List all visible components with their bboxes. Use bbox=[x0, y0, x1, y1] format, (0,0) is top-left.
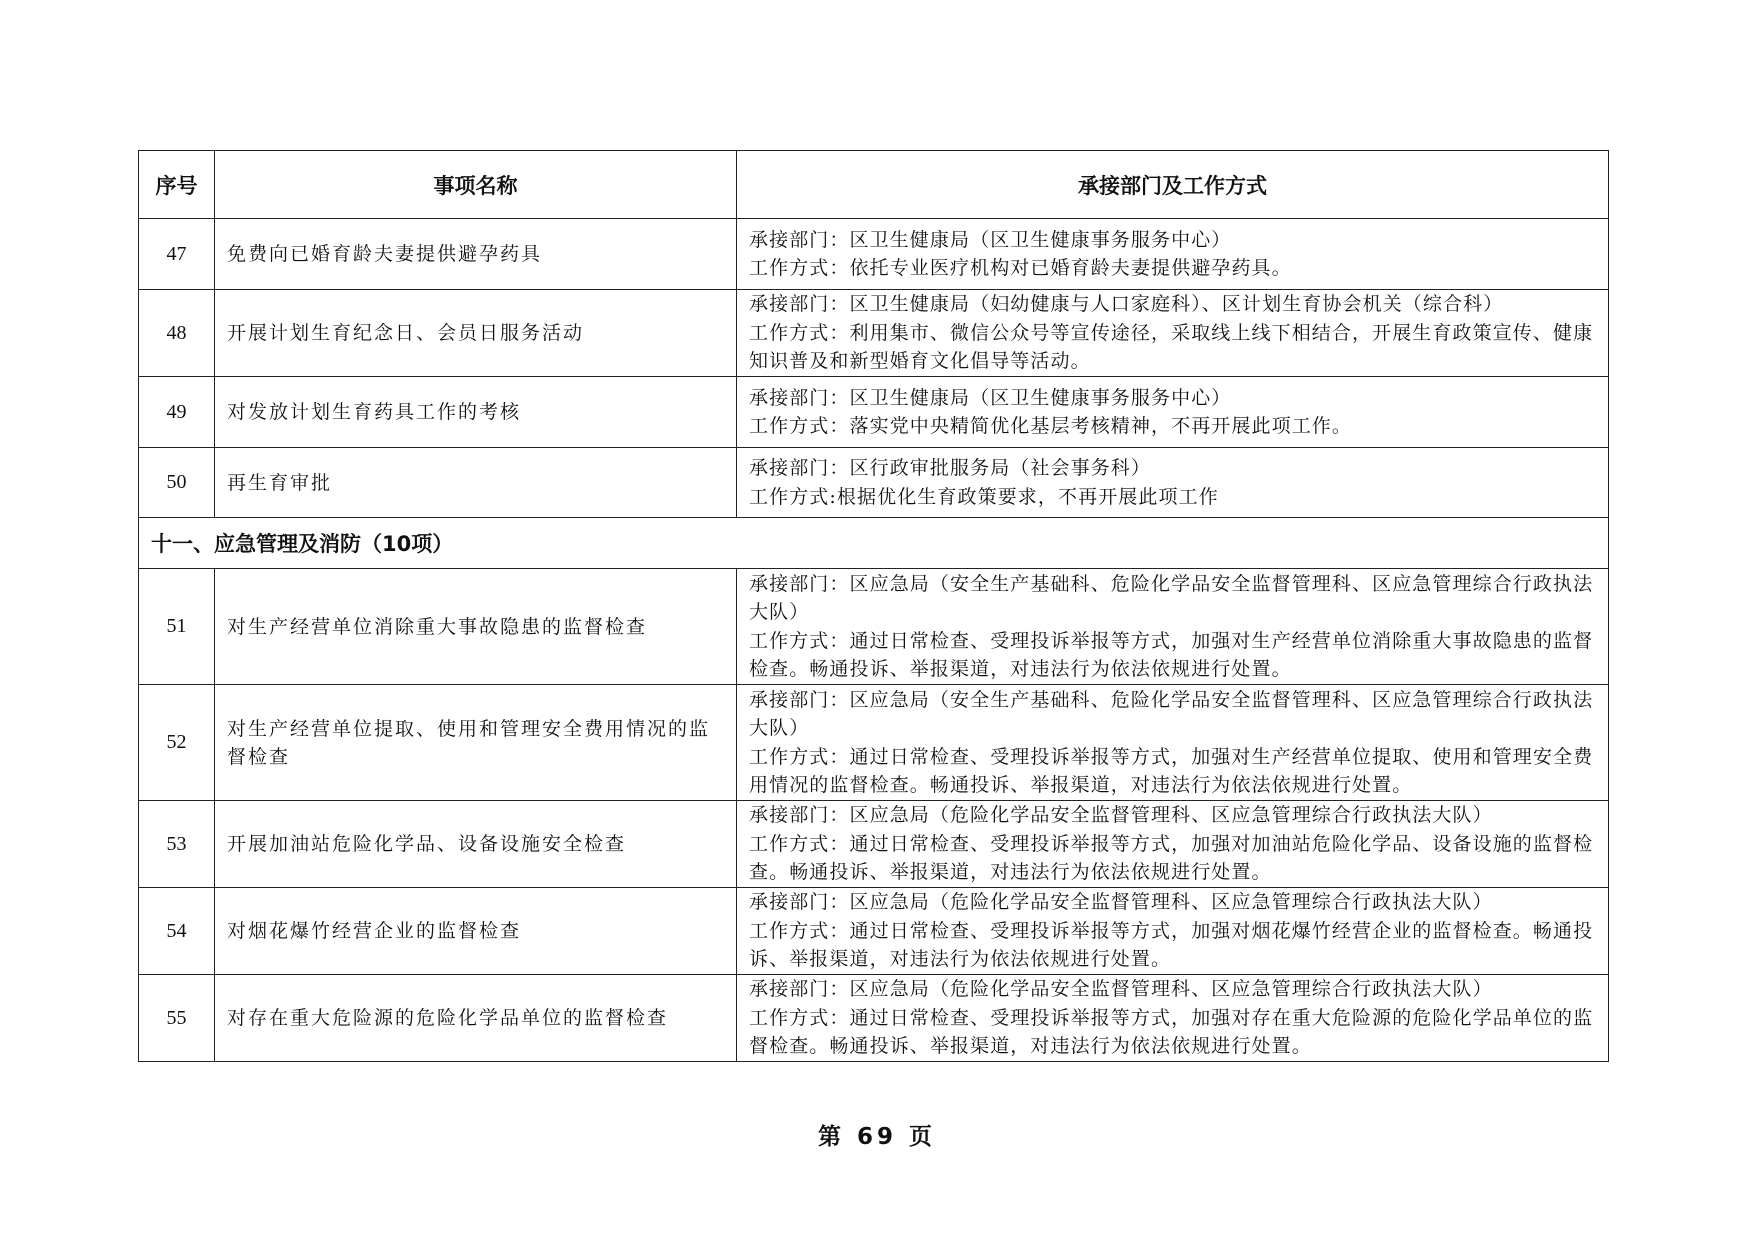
row-dept: 承接部门：区卫生健康局（妇幼健康与人口家庭科）、区计划生育协会机关（综合科） bbox=[749, 293, 1504, 316]
row-seq: 47 bbox=[139, 219, 215, 290]
row-dept: 承接部门：区应急局（危险化学品安全监督管理科、区应急管理综合行政执法大队） bbox=[749, 891, 1493, 914]
row-dept-cell bbox=[737, 377, 1609, 448]
page-number: 第 69 页 bbox=[817, 1124, 937, 1150]
row-method: 工作方式：通过日常检查、受理投诉举报等方式，加强对生产经营单位提取、使用和管理安全费用情况的监督检查。畅通投诉、举报渠道，对违法行为依法依规进行处置。 bbox=[749, 745, 1594, 796]
row-seq: 50 bbox=[139, 448, 215, 518]
row-seq: 55 bbox=[139, 975, 215, 1062]
table-header-row bbox=[139, 151, 1609, 219]
table-row bbox=[139, 448, 1609, 518]
table-row bbox=[139, 569, 1609, 685]
row-dept-cell bbox=[737, 888, 1609, 975]
table-row bbox=[139, 377, 1609, 448]
row-dept-cell bbox=[737, 290, 1609, 377]
row-seq: 54 bbox=[139, 888, 215, 975]
table-row bbox=[139, 975, 1609, 1062]
section-row bbox=[139, 518, 1609, 569]
header-seq: 序号 bbox=[139, 151, 215, 219]
row-seq: 53 bbox=[139, 801, 215, 888]
row-item-name: 对烟花爆竹经营企业的监督检查 bbox=[215, 888, 737, 975]
row-dept-cell bbox=[737, 219, 1609, 290]
row-method: 工作方式：通过日常检查、受理投诉举报等方式，加强对存在重大危险源的危险化学品单位的监督检查。畅通投诉、举报渠道，对违法行为依法依规进行处置。 bbox=[749, 1006, 1594, 1058]
row-method: 工作方式：通过日常检查、受理投诉举报等方式，加强对生产经营单位消除重大事故隐患的监督检查。畅通投诉、举报渠道，对违法行为依法依规进行处置。 bbox=[749, 629, 1594, 680]
row-seq: 51 bbox=[139, 569, 215, 685]
header-dept: 承接部门及工作方式 bbox=[737, 151, 1609, 219]
row-item-name: 再生育审批 bbox=[215, 448, 737, 518]
row-item-name: 对发放计划生育药具工作的考核 bbox=[215, 377, 737, 448]
row-item-name: 免费向已婚育龄夫妻提供避孕药具 bbox=[215, 219, 737, 290]
row-dept-cell bbox=[737, 975, 1609, 1062]
table-row bbox=[139, 801, 1609, 888]
table-row bbox=[139, 888, 1609, 975]
table-row bbox=[139, 219, 1609, 290]
row-method: 工作方式：落实党中央精简优化基层考核精神，不再开展此项工作。 bbox=[749, 415, 1353, 437]
items-table bbox=[138, 150, 1609, 1062]
table-row bbox=[139, 290, 1609, 377]
row-dept-cell bbox=[737, 801, 1609, 888]
row-dept: 承接部门：区应急局（危险化学品安全监督管理科、区应急管理综合行政执法大队） bbox=[749, 978, 1493, 1001]
row-dept: 承接部门：区应急局（安全生产基础科、危险化学品安全监督管理科、区应急管理综合行政执法大队） bbox=[749, 572, 1594, 623]
row-dept: 承接部门：区应急局（危险化学品安全监督管理科、区应急管理综合行政执法大队） bbox=[749, 804, 1493, 827]
row-dept-cell bbox=[737, 685, 1609, 801]
table-row bbox=[139, 685, 1609, 801]
row-dept: 承接部门：区卫生健康局（区卫生健康事务服务中心） bbox=[749, 386, 1232, 409]
row-seq: 49 bbox=[139, 377, 215, 448]
row-item-name: 对生产经营单位消除重大事故隐患的监督检查 bbox=[215, 569, 737, 685]
row-item-name: 对存在重大危险源的危险化学品单位的监督检查 bbox=[215, 975, 737, 1062]
row-method: 工作方式：利用集市、微信公众号等宣传途径，采取线上线下相结合，开展生育政策宣传、健康知识普及和新型婚育文化倡导等活动。 bbox=[749, 321, 1594, 373]
row-item-name: 开展加油站危险化学品、设备设施安全检查 bbox=[215, 801, 737, 888]
row-item-name: 对生产经营单位提取、使用和管理安全费用情况的监督检查 bbox=[215, 685, 737, 801]
header-name: 事项名称 bbox=[215, 151, 737, 219]
row-method: 工作方式：依托专业医疗机构对已婚育龄夫妻提供避孕药具。 bbox=[749, 257, 1292, 279]
row-seq: 52 bbox=[139, 685, 215, 801]
row-method: 工作方式:根据优化生育政策要求，不再开展此项工作 bbox=[749, 485, 1219, 508]
row-dept: 承接部门：区卫生健康局（区卫生健康事务服务中心） bbox=[749, 228, 1232, 251]
row-dept-cell bbox=[737, 569, 1609, 685]
row-seq: 48 bbox=[139, 290, 215, 377]
row-method: 工作方式：通过日常检查、受理投诉举报等方式，加强对烟花爆竹经营企业的监督检查。畅通投诉、举报渠道，对违法行为依法依规进行处置。 bbox=[749, 919, 1594, 971]
row-dept-cell bbox=[737, 448, 1609, 518]
row-dept: 承接部门：区行政审批服务局（社会事务科） bbox=[749, 457, 1152, 479]
row-item-name: 开展计划生育纪念日、会员日服务活动 bbox=[215, 290, 737, 377]
section-title: 十一、应急管理及消防（10项） bbox=[139, 518, 1609, 569]
row-dept: 承接部门：区应急局（安全生产基础科、危险化学品安全监督管理科、区应急管理综合行政执法大队） bbox=[749, 688, 1594, 739]
row-method: 工作方式：通过日常检查、受理投诉举报等方式，加强对加油站危险化学品、设备设施的监督检查。畅通投诉、举报渠道，对违法行为依法依规进行处置。 bbox=[749, 832, 1594, 884]
